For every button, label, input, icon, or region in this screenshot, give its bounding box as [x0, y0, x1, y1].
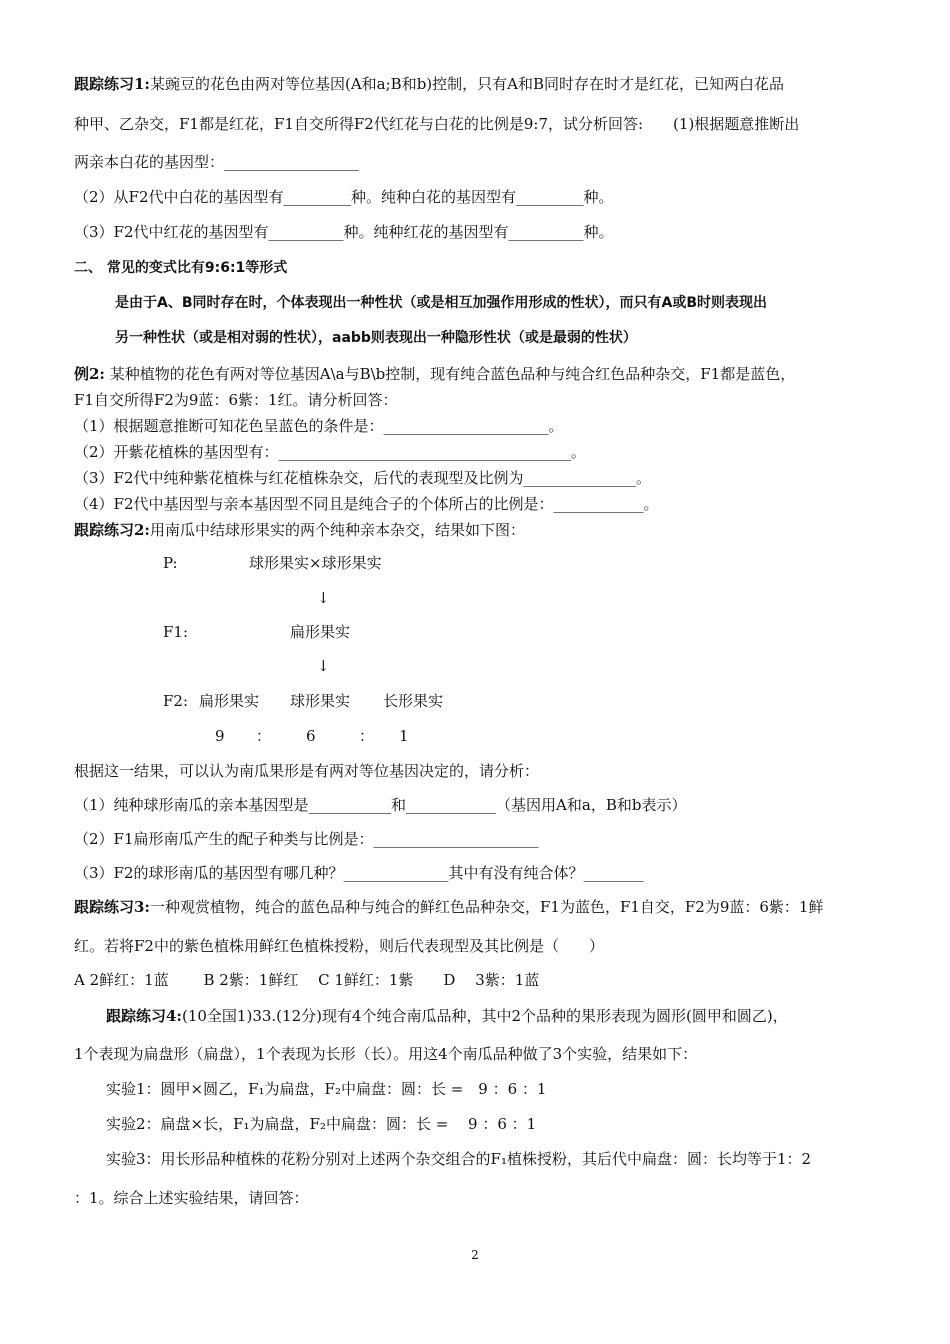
track4-line2: 1个表现为扁盘形（扁盘），1个表现为长形（长）。用这4个南瓜品种做了3个实验，结果如下：	[74, 1045, 698, 1063]
experiment-3: 实验3：用长形品种植株的花粉分别对上述两个杂交组合的F₁植株授粉，其后代中扁盘：圆：长均等于1：2	[106, 1150, 812, 1168]
track4-line1	[106, 1006, 788, 1026]
track1-q2: （2）从F2代中白花的基因型有_________种。纯种白花的基因型有_________种。	[74, 188, 614, 206]
track2-q2: （2）F1扁形南瓜产生的配子种类与比例是：______________________	[74, 830, 539, 848]
track2-label: 跟踪练习2:	[74, 521, 150, 539]
track3-line2: 红。若将F2中的紫色植株用鲜红色植株授粉，则后代表现型及其比例是（ ）	[74, 937, 604, 955]
track2-intro: 用南瓜中结球形果实的两个纯种亲本杂交，结果如下图：	[149, 521, 525, 539]
cross-arrow-2: ↓	[317, 657, 330, 675]
experiment-1: 实验1：圆甲×圆乙，F₁为扁盘，F₂中扁盘：圆：长 = 9 ：6 ：1	[106, 1080, 547, 1098]
track3-line1	[74, 897, 823, 917]
track1-line2: 种甲、乙杂交，F1都是红花，F1自交所得F2代红花与白花的比例是9:7，试分析回答: (1)根据题意推断出	[74, 115, 800, 133]
ex2-label: 例2:	[74, 365, 105, 383]
cross-f2-label: F2:	[163, 692, 189, 710]
ex2-line2: F1自交所得F2为9蓝：6紫：1红。请分析回答：	[74, 391, 398, 409]
ex2-q2: （2）开紫花植株的基因型有：_______________________________________。	[74, 443, 587, 461]
ex2-q4: （4）F2代中基因型与亲本基因型不同且是纯合子的个体所占的比例是：____________。	[74, 495, 659, 513]
cross-f1-text: 扁形果实	[290, 623, 351, 641]
ratio-6: 6	[306, 727, 316, 745]
cross-p-text: 球形果实×球形果实	[249, 554, 382, 572]
ex2-text1: 某种植物的花色有两对等位基因A\a与B\b控制，现有纯合蓝色品种与纯合红色品种杂交，F1都是蓝色，	[104, 365, 796, 383]
track4-text1: (10全国1)33.(12分)现有4个纯合南瓜品种，其中2个品种的果形表现为圆形(圆甲和圆乙)，	[181, 1007, 788, 1025]
ratio-colon-1: ：	[256, 727, 272, 745]
ratio-1: 1	[399, 727, 409, 745]
track3-text1: 一种观赏植物，纯合的蓝色品种与纯合的鲜红色品种杂交，F1为蓝色，F1自交，F2为9蓝：6紫：1鲜	[149, 898, 824, 916]
cross-f2-round: 球形果实	[290, 692, 351, 710]
track2-q3: （3）F2的球形南瓜的基因型有哪几种？______________其中有没有纯合体？________	[74, 864, 644, 882]
track1-q3: （3）F2代中红花的基因型有__________种。纯种红花的基因型有__________种。	[74, 223, 614, 241]
track3-options: A 2鲜红：1蓝 B 2紫：1鲜红 C 1鲜红：1紫 D 3紫：1蓝	[74, 971, 540, 989]
track4-label: 跟踪练习4:	[106, 1007, 182, 1025]
ratio-9: 9	[215, 727, 225, 745]
cross-p-label: P:	[163, 554, 178, 572]
ex2-q1: （1）根据题意推断可知花色呈蓝色的条件是：______________________。	[74, 417, 564, 435]
track1-label: 跟踪练习1:	[74, 75, 150, 93]
cross-f1-label: F1:	[163, 623, 189, 641]
track1-line1	[74, 74, 784, 94]
cross-f2-long: 长形果实	[383, 692, 444, 710]
track1-line3: 两亲本白花的基因型：__________________	[74, 153, 360, 171]
ex2-q3: （3）F2代中纯种紫花植株与红花植株杂交，后代的表现型及比例为_______________。	[74, 469, 651, 487]
track2-analysis: 根据这一结果，可以认为南瓜果形是有两对等位基因决定的，请分析：	[74, 762, 540, 780]
experiment-2: 实验2：扁盘×长，F₁为扁盘，F₂中扁盘：圆：长 = 9 ：6 ：1	[106, 1115, 537, 1133]
page-number: 2	[471, 1248, 479, 1262]
ex2-line1	[74, 364, 795, 384]
section2-para2: 另一种性状（或是相对弱的性状），aabb则表现出一种隐形性状（或是最弱的性状）	[115, 330, 637, 346]
ratio-colon-2: ：	[359, 727, 375, 745]
section2-heading: 二、 常见的变式比有9:6:1等形式	[74, 260, 288, 276]
cross-f2-flat: 扁形果实	[199, 692, 260, 710]
experiment-3-cont: ：1。综合上述实验结果，请回答：	[74, 1189, 309, 1207]
track1-text1: 某豌豆的花色由两对等位基因(A和a;B和b)控制，只有A和B同时存在时才是红花，已知两白花品	[149, 75, 785, 93]
track3-label: 跟踪练习3:	[74, 898, 150, 916]
cross-arrow-1: ↓	[317, 589, 330, 607]
track2-q1: （1）纯种球形南瓜的亲本基因型是___________和____________（基因用A和a，B和b表示）	[74, 796, 687, 814]
section2-para1: 是由于A、B同时存在时，个体表现出一种性状（或是相互加强作用形成的性状），而只有A或B时则表现出	[115, 295, 768, 311]
track2-line1	[74, 520, 525, 540]
